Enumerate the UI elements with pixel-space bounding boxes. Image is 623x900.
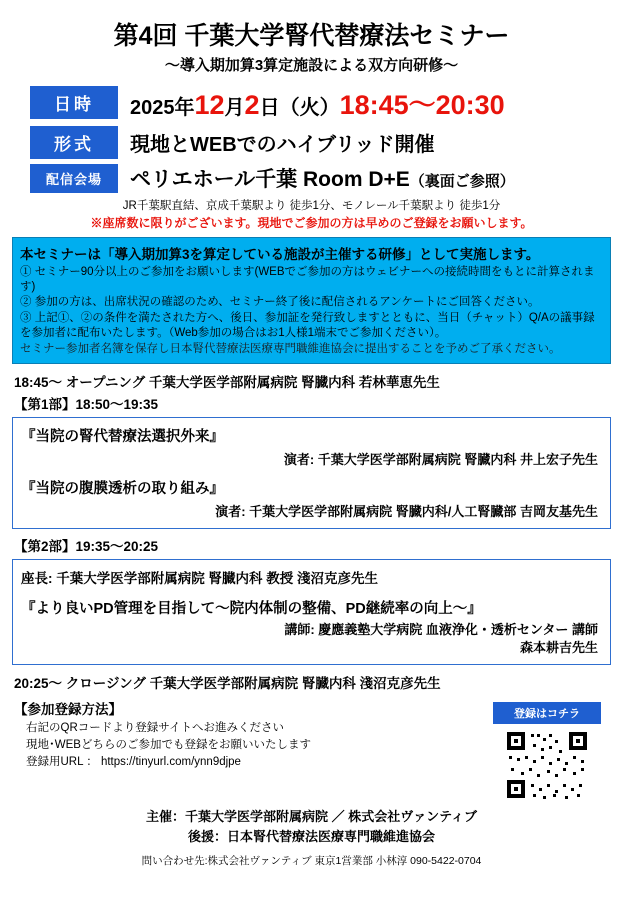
notice-box: [12, 237, 611, 364]
datetime-value: [130, 83, 505, 122]
part2-heading: 【第2部】19:35〜20:25: [14, 539, 159, 555]
venue-note: （裏面ご参照）: [409, 173, 515, 190]
seat-warning: ※座席数に限りがございます。現地でご参加の方は早めのご登録をお願いします。: [90, 216, 533, 230]
talk1-speaker: 演者: 千葉大学医学部附属病院 腎臓内科 井上宏子先生: [283, 452, 598, 468]
venue-label: 配信会場: [30, 164, 118, 193]
page-title: 第4回 千葉大学腎代替療法セミナー: [113, 22, 510, 50]
format-label: 形式: [30, 126, 118, 159]
datetime-month-number: 12: [194, 90, 225, 120]
part1-heading: 【第1部】18:50〜19:35: [14, 397, 159, 413]
talk2-title: 『当院の腹膜透析の取り組み』: [21, 481, 224, 498]
qr-caption: 登録はコチラ: [493, 702, 601, 724]
datetime-label: 日時: [30, 86, 118, 119]
talk1-title: 『当院の腎代替療法選択外来』: [21, 429, 224, 446]
registration-line-1: 右記のQRコードより登録サイトへお進みください: [26, 722, 284, 735]
qr-code-image[interactable]: [502, 727, 592, 803]
venue-value: [130, 163, 515, 193]
datetime-day-number: 2: [244, 90, 260, 120]
talk3-speaker-name: 森本耕吉先生: [519, 639, 598, 655]
notice-item-4: セミナー参加者名簿を保存し日本腎代替療法医療専門職維進協会に提出することを予めご了承ください。: [20, 342, 561, 355]
registration-url-line[interactable]: 登録用URL ： https://tinyurl.com/ynn9djpe: [26, 755, 241, 768]
datetime-time: 18:45〜20:30: [339, 90, 505, 120]
chair-line: 座長: 千葉大学医学部附属病院 腎臓内科 教授 淺沼克彦先生: [21, 571, 378, 587]
qr-block[interactable]: [493, 702, 601, 803]
datetime-row: [12, 83, 611, 122]
datetime-day-unit: 日（火）: [259, 97, 340, 119]
closing-line: 20:25〜 クロージング 千葉大学医学部附属病院 腎臓内科 淺沼克彦先生: [14, 676, 441, 692]
format-value: 現地とWEBでのハイブリッド開催: [130, 134, 435, 156]
format-row: [12, 126, 611, 159]
talk-divider: [21, 468, 602, 477]
notice-heading: 本セミナーは「導入期加算3を算定している施設が主催する研修」として実施します。: [20, 247, 540, 262]
notice-item-3: ③ 上記①、②の条件を満たされた方へ、後日、参加証を発行致しますとともに、当日（チャット）Q/Aの議事録を参加者に配布いたします。（Web参加の場合はお1人様1端末でご参加ください）。: [20, 312, 595, 339]
notice-item-1: ① セミナー90分以上のご参加をお願いします(WEBでご参加の方はウェビナーへの接続時間をもとに計算されます): [20, 266, 595, 293]
datetime-year: 2025年: [130, 97, 195, 119]
talk2-speaker: 演者: 千葉大学医学部附属病院 腎臓内科/人工腎臓部 吉岡友基先生: [215, 504, 598, 520]
opening-line: 18:45〜 オープニング 千葉大学医学部附属病院 腎臓内科 若林華恵先生: [14, 375, 440, 391]
datetime-month-unit: 月: [224, 97, 245, 119]
venue-row: [12, 163, 611, 193]
support-line: 後援：日本腎代替療法医療専門職維進協会: [187, 829, 435, 845]
part1-talks: [12, 417, 611, 529]
page-subtitle: 〜導入期加算3算定施設による双方向研修〜: [164, 57, 459, 74]
part2-talks: [12, 559, 611, 665]
registration-line-2: 現地･WEBどちらのご参加でも登録をお願いいたします: [26, 739, 311, 752]
talk3-speaker-affiliation: 講師: 慶應義塾大学病院 血液浄化・透析センター 講師: [284, 622, 598, 638]
venue-name: ペリエホール千葉 Room D+E: [130, 168, 410, 191]
notice-item-2: ② 参加の方は、出席状況の確認のため、セミナー終了後に配信されるアンケートにご回答ください。: [20, 296, 540, 309]
access-info: JR千葉駅直結、京成千葉駅より 徒歩1分、モノレール千葉駅より 徒歩1分: [122, 200, 501, 212]
contact-line: 問い合わせ先:株式会社ヴァンティブ 東京1営業部 小林淳 090-5422-0704: [141, 855, 482, 868]
talk3-title: 『より良いPD管理を目指して〜院内体制の整備、PD継続率の向上〜』: [21, 601, 482, 618]
registration-heading: 【参加登録方法】: [14, 702, 122, 718]
organizer-line: 主催：千葉大学医学部附属病院 ／ 株式会社ヴァンティブ: [145, 809, 478, 825]
